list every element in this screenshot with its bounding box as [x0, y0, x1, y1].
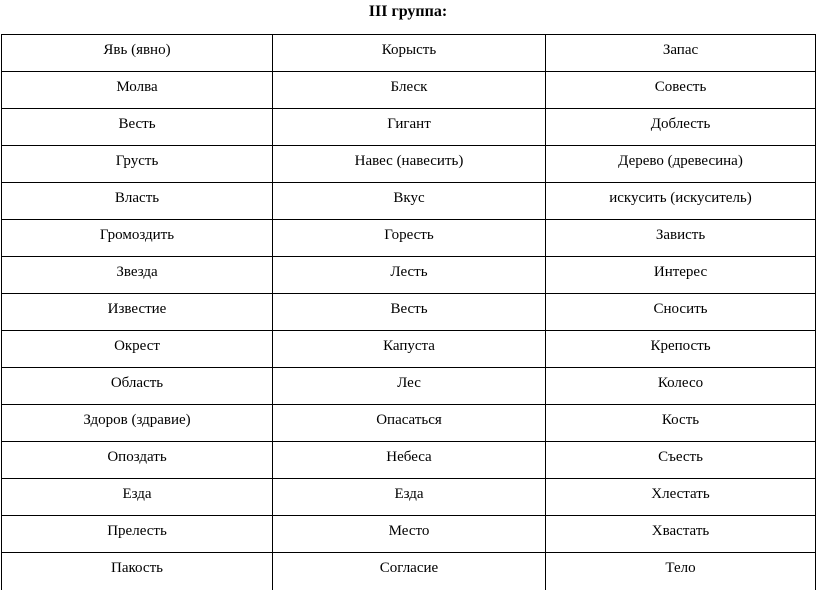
table-cell: Известие	[2, 294, 273, 331]
table-cell: Согласие	[273, 553, 546, 590]
table-row	[2, 405, 816, 442]
table-cell: Блеск	[273, 72, 546, 109]
table-cell: Здоров (здравие)	[2, 405, 273, 442]
table-cell: Власть	[2, 183, 273, 220]
table-cell: Громоздить	[2, 220, 273, 257]
table-cell: искусить (искуситель)	[546, 183, 816, 220]
table-cell: Звезда	[2, 257, 273, 294]
page-title: III группа:	[368, 3, 448, 20]
word-table	[1, 34, 816, 590]
table-cell: Гигант	[273, 109, 546, 146]
table-cell: Дерево (древесина)	[546, 146, 816, 183]
table-cell: Тело	[546, 553, 816, 590]
table-cell: Прелесть	[2, 516, 273, 553]
table-cell: Лес	[273, 368, 546, 405]
table-cell: Крепость	[546, 331, 816, 368]
table-row	[2, 35, 816, 72]
table-row	[2, 442, 816, 479]
table-row	[2, 183, 816, 220]
table-cell: Опасаться	[273, 405, 546, 442]
table-cell: Запас	[546, 35, 816, 72]
table-cell: Молва	[2, 72, 273, 109]
table-row	[2, 146, 816, 183]
table-cell: Езда	[273, 479, 546, 516]
table-cell: Грусть	[2, 146, 273, 183]
table-cell: Весть	[273, 294, 546, 331]
table-cell: Съесть	[546, 442, 816, 479]
table-row	[2, 220, 816, 257]
table-cell: Весть	[2, 109, 273, 146]
table-cell: Опоздать	[2, 442, 273, 479]
table-cell: Горесть	[273, 220, 546, 257]
table-cell: Доблесть	[546, 109, 816, 146]
word-table-body	[2, 35, 816, 590]
table-cell: Колесо	[546, 368, 816, 405]
table-row	[2, 294, 816, 331]
table-cell: Корысть	[273, 35, 546, 72]
table-cell: Сносить	[546, 294, 816, 331]
table-cell: Лесть	[273, 257, 546, 294]
table-cell: Область	[2, 368, 273, 405]
table-cell: Езда	[2, 479, 273, 516]
table-cell: Небеса	[273, 442, 546, 479]
table-cell: Кость	[546, 405, 816, 442]
table-row	[2, 257, 816, 294]
table-row	[2, 553, 816, 590]
table-row	[2, 331, 816, 368]
table-cell: Окрест	[2, 331, 273, 368]
table-cell: Вкус	[273, 183, 546, 220]
table-cell: Хлестать	[546, 479, 816, 516]
table-cell: Место	[273, 516, 546, 553]
table-cell: Явь (явно)	[2, 35, 273, 72]
table-cell: Интерес	[546, 257, 816, 294]
table-cell: Пакость	[2, 553, 273, 590]
table-cell: Капуста	[273, 331, 546, 368]
table-row	[2, 72, 816, 109]
table-cell: Совесть	[546, 72, 816, 109]
table-row	[2, 479, 816, 516]
table-row	[2, 368, 816, 405]
table-cell: Хвастать	[546, 516, 816, 553]
table-row	[2, 516, 816, 553]
table-row	[2, 109, 816, 146]
table-cell: Зависть	[546, 220, 816, 257]
table-cell: Навес (навесить)	[273, 146, 546, 183]
